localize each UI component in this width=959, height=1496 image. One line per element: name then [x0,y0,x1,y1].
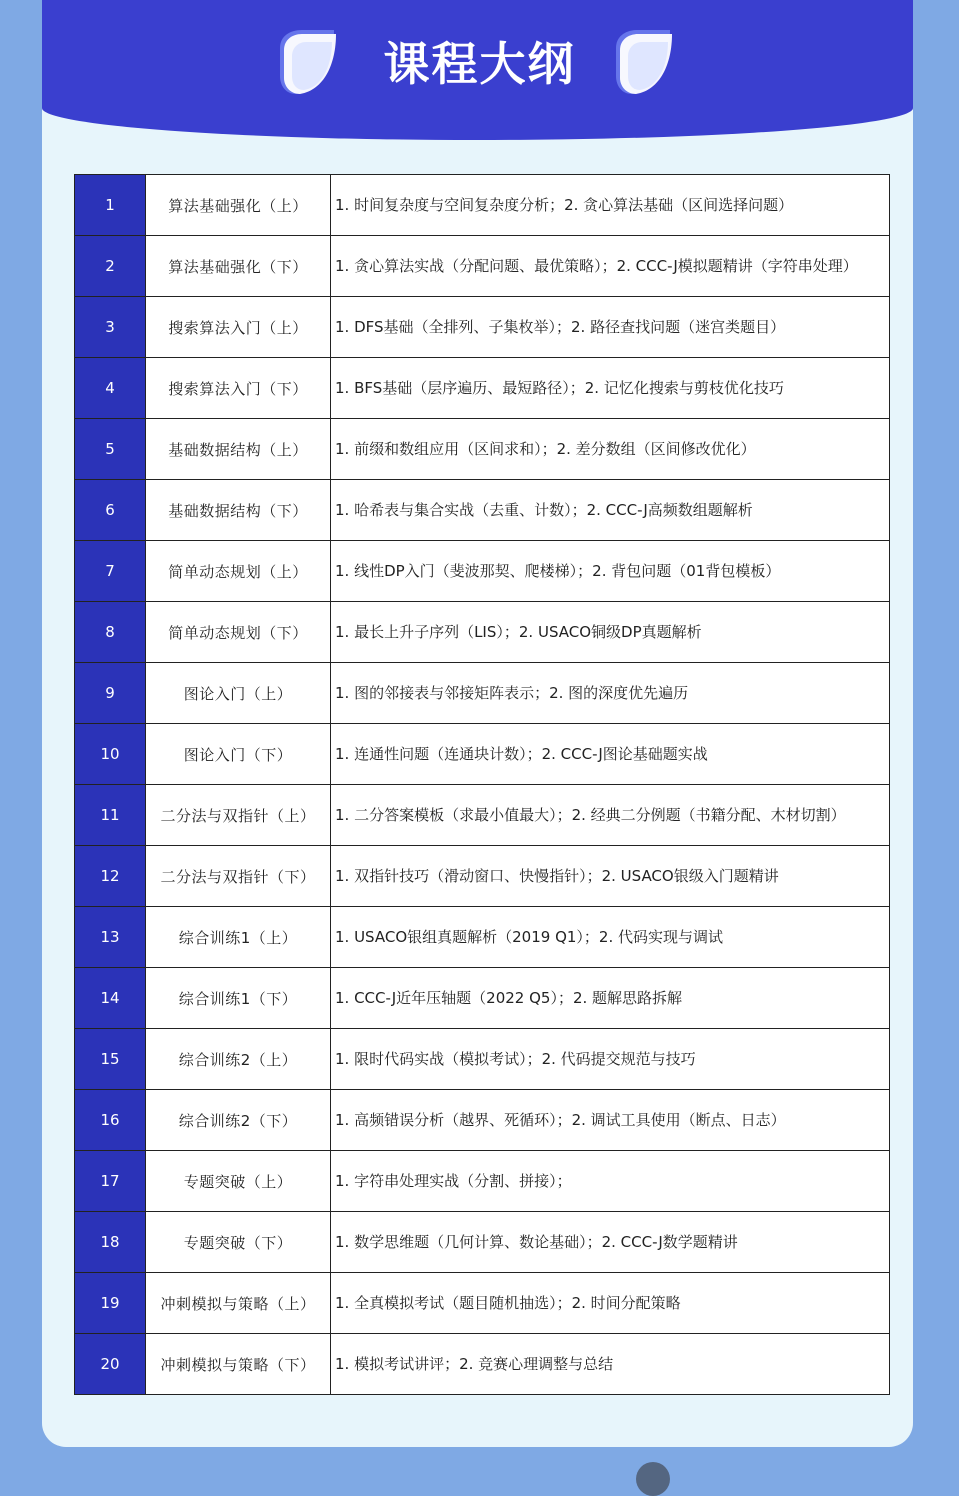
lesson-number: 13 [75,907,146,968]
lesson-title: 综合训练1（下） [146,968,331,1029]
lesson-number: 18 [75,1212,146,1273]
lesson-title: 专题突破（下） [146,1212,331,1273]
table-row [75,236,890,297]
lesson-content: 1. 哈希表与集合实战（去重、计数）；2. CCC-J高频数组题解析 [331,480,890,541]
lesson-title: 综合训练2（下） [146,1090,331,1151]
avatar-decoration [636,1462,670,1496]
leaf-icon-right [610,26,682,100]
lesson-title: 二分法与双指针（下） [146,846,331,907]
lesson-title: 图论入门（下） [146,724,331,785]
lesson-content: 1. 数学思维题（几何计算、数论基础）；2. CCC-J数学题精讲 [331,1212,890,1273]
lesson-number: 5 [75,419,146,480]
table-row [75,419,890,480]
table-row [75,480,890,541]
table-row [75,1212,890,1273]
lesson-content: 1. 连通性问题（连通块计数）；2. CCC-J图论基础题实战 [331,724,890,785]
page-title: 课程大纲 [383,37,576,91]
lesson-number: 20 [75,1334,146,1395]
lesson-number: 1 [75,175,146,236]
lesson-content: 1. 二分答案模板（求最小值最大）；2. 经典二分例题（书籍分配、木材切割） [331,785,890,846]
lesson-number: 7 [75,541,146,602]
table-row [75,1334,890,1395]
lesson-number: 12 [75,846,146,907]
lesson-content: 1. CCC-J近年压轴题（2022 Q5）；2. 题解思路拆解 [331,968,890,1029]
table-row [75,846,890,907]
lesson-content: 1. 时间复杂度与空间复杂度分析；2. 贪心算法基础（区间选择问题） [331,175,890,236]
lesson-number: 11 [75,785,146,846]
lesson-number: 8 [75,602,146,663]
table-row [75,1029,890,1090]
table-row [75,663,890,724]
lesson-content: 1. DFS基础（全排列、子集枚举）；2. 路径查找问题（迷宫类题目） [331,297,890,358]
table-row [75,907,890,968]
lesson-title: 专题突破（上） [146,1151,331,1212]
table-row [75,1151,890,1212]
lesson-title: 基础数据结构（下） [146,480,331,541]
lesson-title: 冲刺模拟与策略（上） [146,1273,331,1334]
lesson-content: 1. 图的邻接表与邻接矩阵表示；2. 图的深度优先遍历 [331,663,890,724]
lesson-content: 1. 模拟考试讲评；2. 竞赛心理调整与总结 [331,1334,890,1395]
lesson-title: 简单动态规划（下） [146,602,331,663]
table-row [75,602,890,663]
lesson-title: 冲刺模拟与策略（下） [146,1334,331,1395]
lesson-number: 14 [75,968,146,1029]
lesson-number: 3 [75,297,146,358]
table-row [75,358,890,419]
lesson-number: 9 [75,663,146,724]
lesson-number: 10 [75,724,146,785]
lesson-title: 基础数据结构（上） [146,419,331,480]
lesson-title: 搜索算法入门（上） [146,297,331,358]
lesson-content: 1. USACO银组真题解析（2019 Q1）；2. 代码实现与调试 [331,907,890,968]
lesson-title: 二分法与双指针（上） [146,785,331,846]
table-row [75,1090,890,1151]
lesson-number: 2 [75,236,146,297]
table-row [75,175,890,236]
lesson-number: 6 [75,480,146,541]
table-row [75,724,890,785]
lesson-title: 综合训练2（上） [146,1029,331,1090]
lesson-content: 1. 高频错误分析（越界、死循环）；2. 调试工具使用（断点、日志） [331,1090,890,1151]
lesson-number: 4 [75,358,146,419]
table-row [75,785,890,846]
lesson-content: 1. 限时代码实战（模拟考试）；2. 代码提交规范与技巧 [331,1029,890,1090]
lesson-number: 17 [75,1151,146,1212]
lesson-title: 搜索算法入门（下） [146,358,331,419]
lesson-number: 16 [75,1090,146,1151]
lesson-content: 1. 最长上升子序列（LIS）；2. USACO铜级DP真题解析 [331,602,890,663]
lesson-title: 算法基础强化（下） [146,236,331,297]
table-row [75,968,890,1029]
lesson-content: 1. 全真模拟考试（题目随机抽选）；2. 时间分配策略 [331,1273,890,1334]
lesson-title: 综合训练1（上） [146,907,331,968]
lesson-content: 1. 贪心算法实战（分配问题、最优策略）；2. CCC-J模拟题精讲（字符串处理） [331,236,890,297]
lesson-content: 1. 线性DP入门（斐波那契、爬楼梯）；2. 背包问题（01背包模板） [331,541,890,602]
lesson-number: 19 [75,1273,146,1334]
lesson-title: 简单动态规划（上） [146,541,331,602]
table-row [75,297,890,358]
lesson-content: 1. 前缀和数组应用（区间求和）；2. 差分数组（区间修改优化） [331,419,890,480]
lesson-content: 1. BFS基础（层序遍历、最短路径）；2. 记忆化搜索与剪枝优化技巧 [331,358,890,419]
lesson-number: 15 [75,1029,146,1090]
table-row [75,1273,890,1334]
table-row [75,541,890,602]
lesson-content: 1. 字符串处理实战（分割、拼接）； [331,1151,890,1212]
course-outline-table [74,174,890,1395]
lesson-title: 图论入门（上） [146,663,331,724]
lesson-title: 算法基础强化（上） [146,175,331,236]
lesson-content: 1. 双指针技巧（滑动窗口、快慢指针）；2. USACO银级入门题精讲 [331,846,890,907]
